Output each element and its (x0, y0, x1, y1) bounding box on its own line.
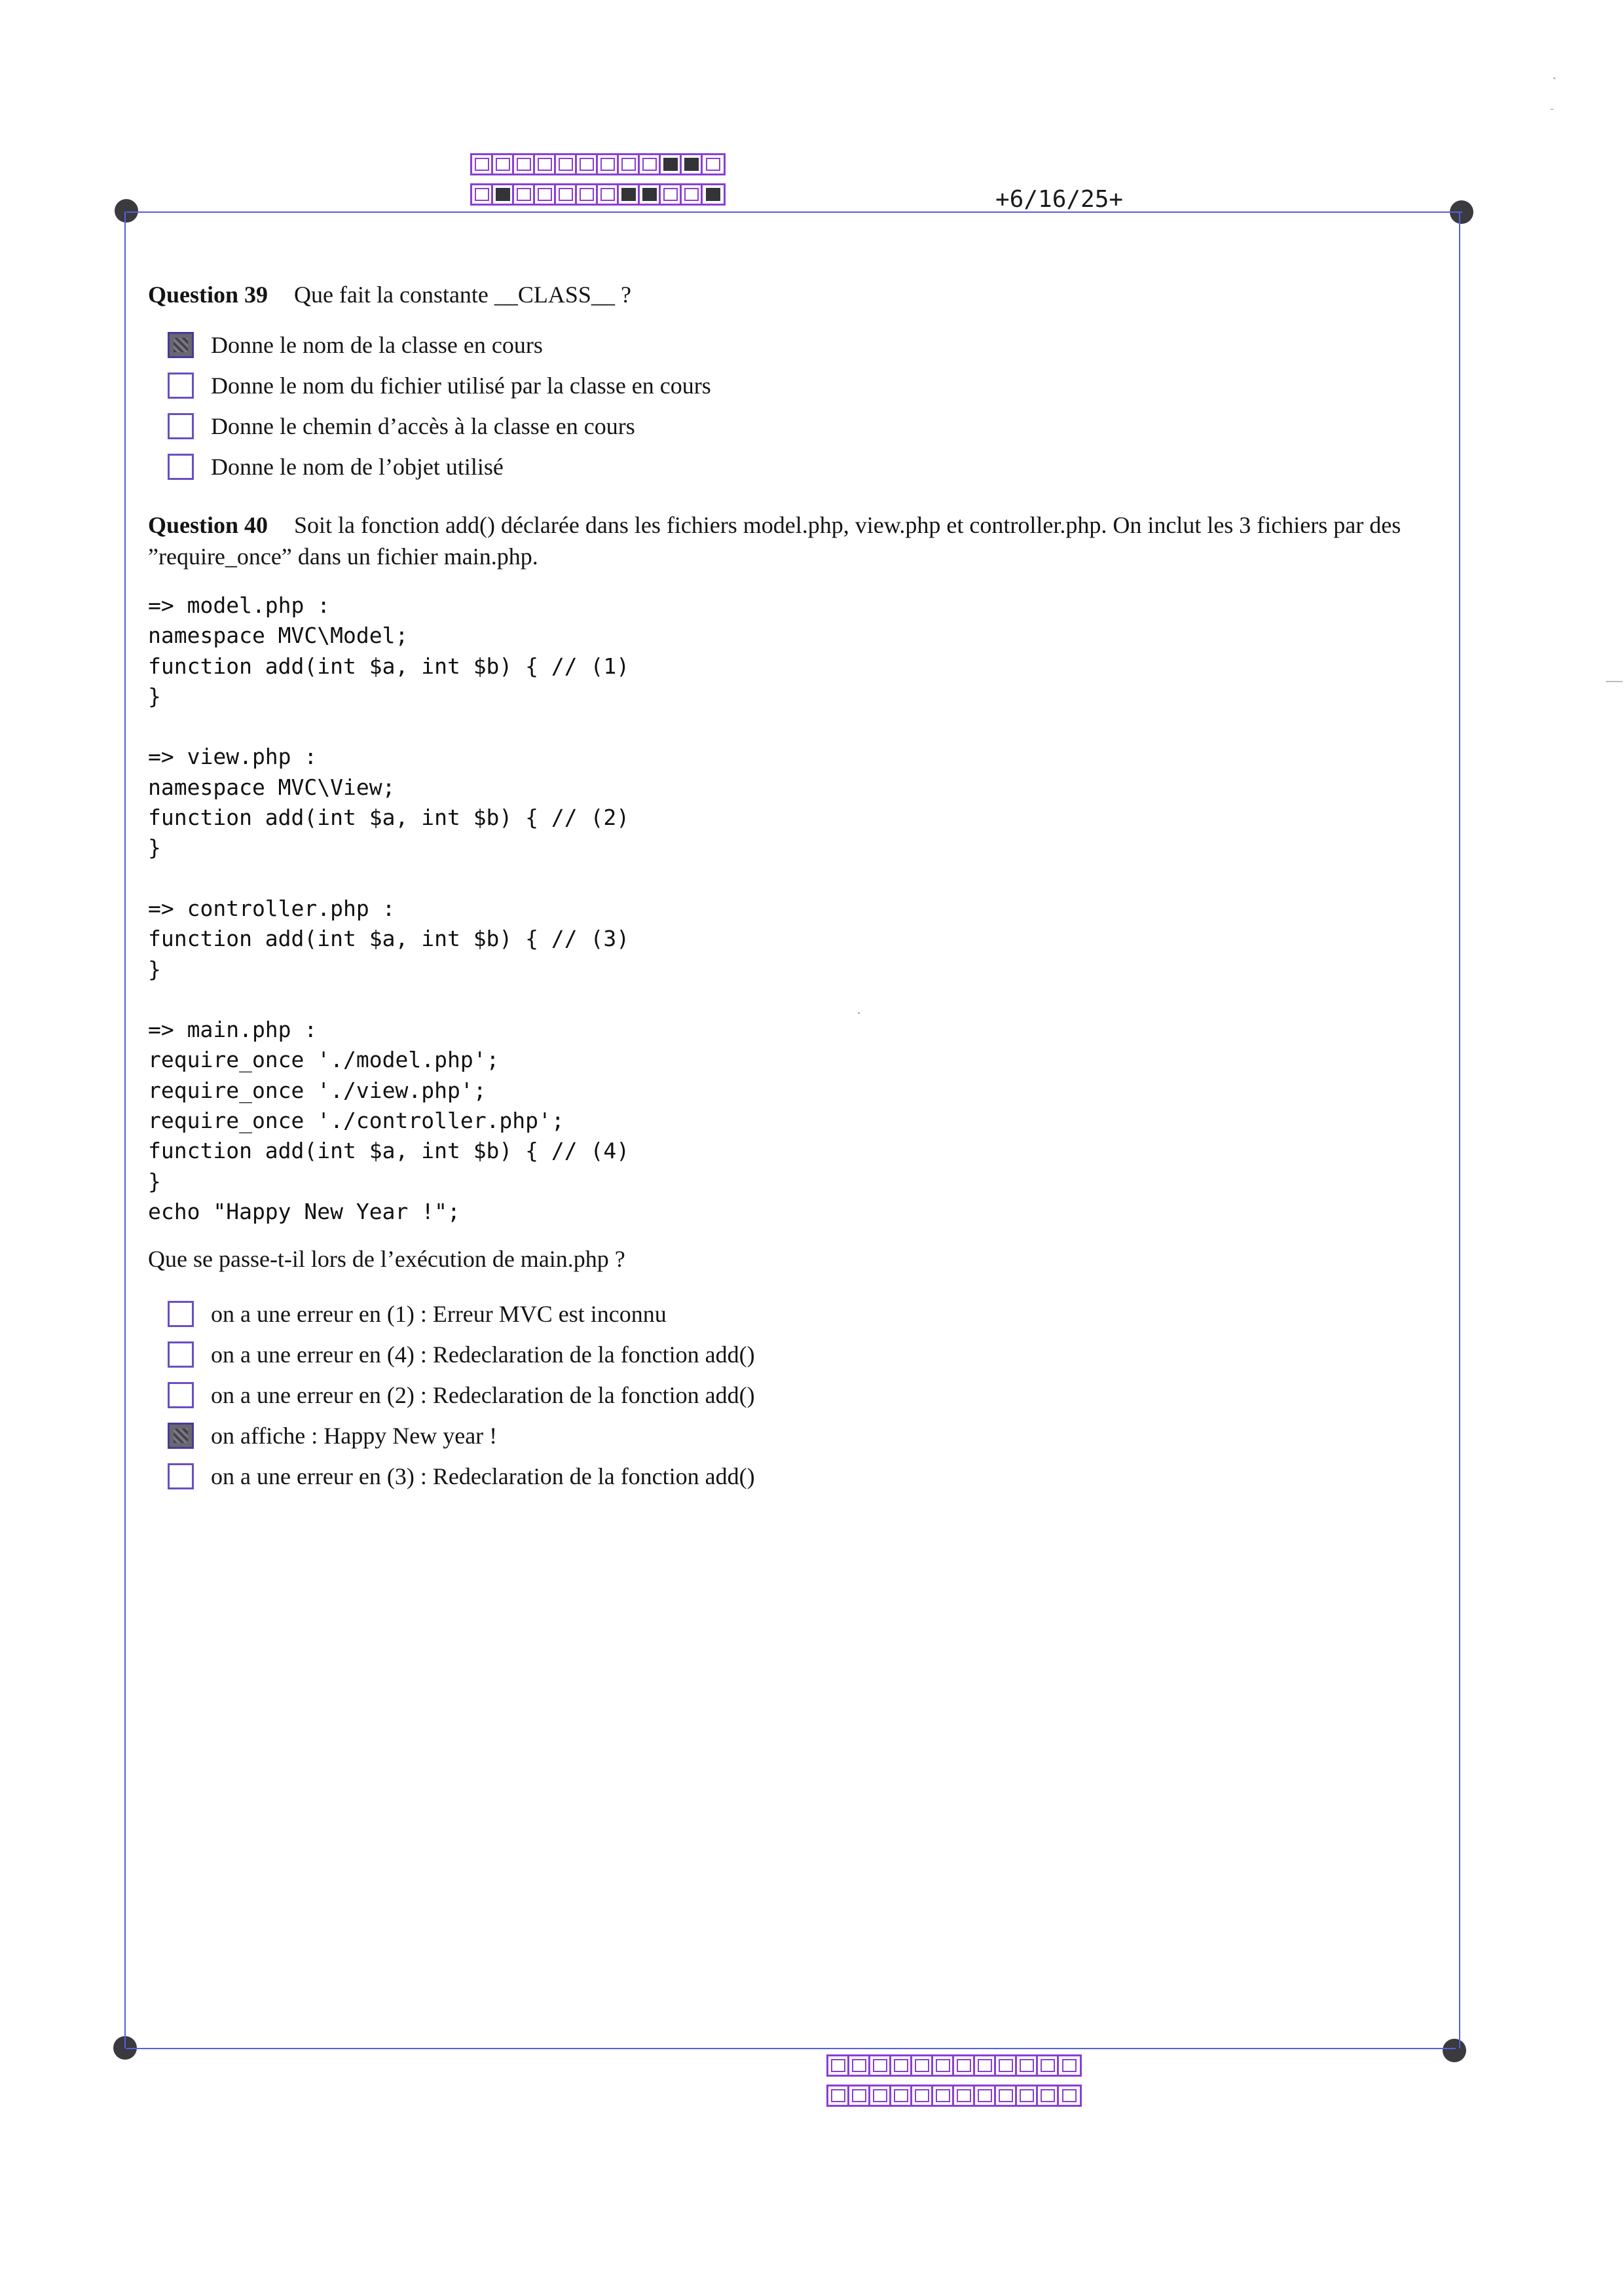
code-cell (472, 185, 493, 204)
code-cell (870, 2086, 891, 2105)
frame-left-line (124, 211, 126, 2049)
code-cell (1059, 2056, 1080, 2075)
code-cell (556, 185, 577, 204)
answer-label: on a une erreur en (2) : Redeclaration de la fonction add() (211, 1382, 755, 1408)
answer-option[interactable] (168, 406, 711, 446)
answer-option[interactable] (168, 446, 711, 487)
question-40 (148, 509, 1445, 572)
question-text: Soit la fonction add() déclarée dans les fichiers model.php, view.php et controller.php. On inclut les 3 fichiers par des ”require_once” dans un fichier main.php. (148, 512, 1401, 570)
answer-option[interactable] (168, 365, 711, 406)
answer-label: on affiche : Happy New year ! (211, 1423, 498, 1449)
answer-checkbox[interactable] (168, 1301, 194, 1327)
code-cell (1038, 2086, 1059, 2105)
code-cell (472, 155, 493, 173)
code-cell (912, 2056, 933, 2075)
code-cell (619, 185, 640, 204)
answer-checkbox[interactable] (168, 373, 194, 399)
code-cell (996, 2056, 1017, 2075)
registration-mark-bottom-right (1443, 2039, 1466, 2062)
scan-speck (1606, 681, 1623, 682)
answer-checkbox[interactable] (168, 454, 194, 480)
code-cell (975, 2086, 996, 2105)
student-code-row-1 (826, 2054, 1082, 2077)
code-cell (661, 155, 682, 173)
code-cell (535, 185, 556, 204)
answer-label: Donne le nom de l’objet utilisé (211, 454, 504, 480)
code-cell (514, 155, 535, 173)
code-cell (598, 155, 619, 173)
code-cell (954, 2056, 975, 2075)
code-cell (1017, 2086, 1038, 2105)
frame-bottom-line (126, 2048, 1456, 2049)
code-cell (933, 2056, 954, 2075)
code-cell (598, 185, 619, 204)
code-cell (640, 155, 661, 173)
question-39 (148, 279, 1445, 310)
registration-mark-top-left (115, 199, 138, 223)
answer-option[interactable] (168, 1294, 755, 1334)
code-cell (661, 185, 682, 204)
student-code-row-2 (826, 2085, 1082, 2107)
page-identifier: +6/16/25+ (995, 186, 1124, 213)
answer-label: Donne le chemin d’accès à la classe en cours (211, 413, 635, 439)
code-cell (891, 2056, 912, 2075)
code-cell (1017, 2056, 1038, 2075)
answer-option[interactable] (168, 1334, 755, 1375)
code-cell (514, 185, 535, 204)
answer-label: on a une erreur en (1) : Erreur MVC est inconnu (211, 1301, 667, 1327)
scan-speck (858, 1012, 860, 1014)
code-cell (1038, 2056, 1059, 2075)
code-cell (535, 155, 556, 173)
answer-option[interactable] (168, 1456, 755, 1497)
code-cell (682, 185, 703, 204)
page-code-row-top-2 (470, 183, 726, 206)
code-cell (682, 155, 703, 173)
code-cell (1059, 2086, 1080, 2105)
question-number: Question 40 (148, 512, 268, 538)
scan-speck (1551, 109, 1553, 110)
code-cell (556, 155, 577, 173)
page-code-row-top-1 (470, 153, 726, 175)
code-cell (828, 2086, 849, 2105)
code-cell (849, 2086, 870, 2105)
answer-option[interactable] (168, 325, 711, 365)
frame-right-line (1459, 211, 1460, 2049)
code-cell (828, 2056, 849, 2075)
answer-option[interactable] (168, 1375, 755, 1415)
answer-checkbox[interactable] (168, 332, 194, 358)
scan-speck (1553, 77, 1555, 79)
code-cell (703, 155, 724, 173)
code-cell (933, 2086, 954, 2105)
answer-label: Donne le nom du fichier utilisé par la classe en cours (211, 373, 711, 399)
answer-label: on a une erreur en (3) : Redeclaration de la fonction add() (211, 1463, 755, 1489)
code-cell (640, 185, 661, 204)
answer-checkbox[interactable] (168, 1382, 194, 1408)
code-cell (619, 155, 640, 173)
answer-label: on a une erreur en (4) : Redeclaration de la fonction add() (211, 1341, 755, 1368)
answer-checkbox[interactable] (168, 413, 194, 439)
code-cell (703, 185, 724, 204)
question-number: Question 39 (148, 282, 268, 308)
code-cell (577, 155, 598, 173)
code-cell (577, 185, 598, 204)
code-cell (493, 185, 514, 204)
code-cell (996, 2086, 1017, 2105)
answer-checkbox[interactable] (168, 1341, 194, 1368)
answer-checkbox[interactable] (168, 1423, 194, 1449)
code-cell (493, 155, 514, 173)
code-cell (912, 2086, 933, 2105)
code-cell (870, 2056, 891, 2075)
code-cell (975, 2056, 996, 2075)
question-text: Que fait la constante __CLASS__ ? (294, 282, 631, 308)
answer-label: Donne le nom de la classe en cours (211, 332, 543, 358)
answer-option[interactable] (168, 1415, 755, 1456)
code-cell (849, 2056, 870, 2075)
code-cell (891, 2086, 912, 2105)
answers-q40 (168, 1294, 755, 1497)
frame-top-line (126, 211, 1462, 213)
answer-checkbox[interactable] (168, 1463, 194, 1489)
question-prompt: Que se passe-t-il lors de l’exécution de main.php ? (148, 1246, 625, 1272)
answers-q39 (168, 325, 711, 487)
code-cell (954, 2086, 975, 2105)
code-listing: => model.php : namespace MVC\Model; function add(int $a, int $b) { // (1) } => view.php : namespace MVC\View; function add(int $a, int $b) { // (2) } => controller.php : function add(int $a, int $b) { // (3) } => main.php : require_once './model.php'; require_once './view.php'; require_once './controller.php'; function add(int $a, int $b) { // (4) } echo "Happy New Year !"; (148, 592, 630, 1224)
